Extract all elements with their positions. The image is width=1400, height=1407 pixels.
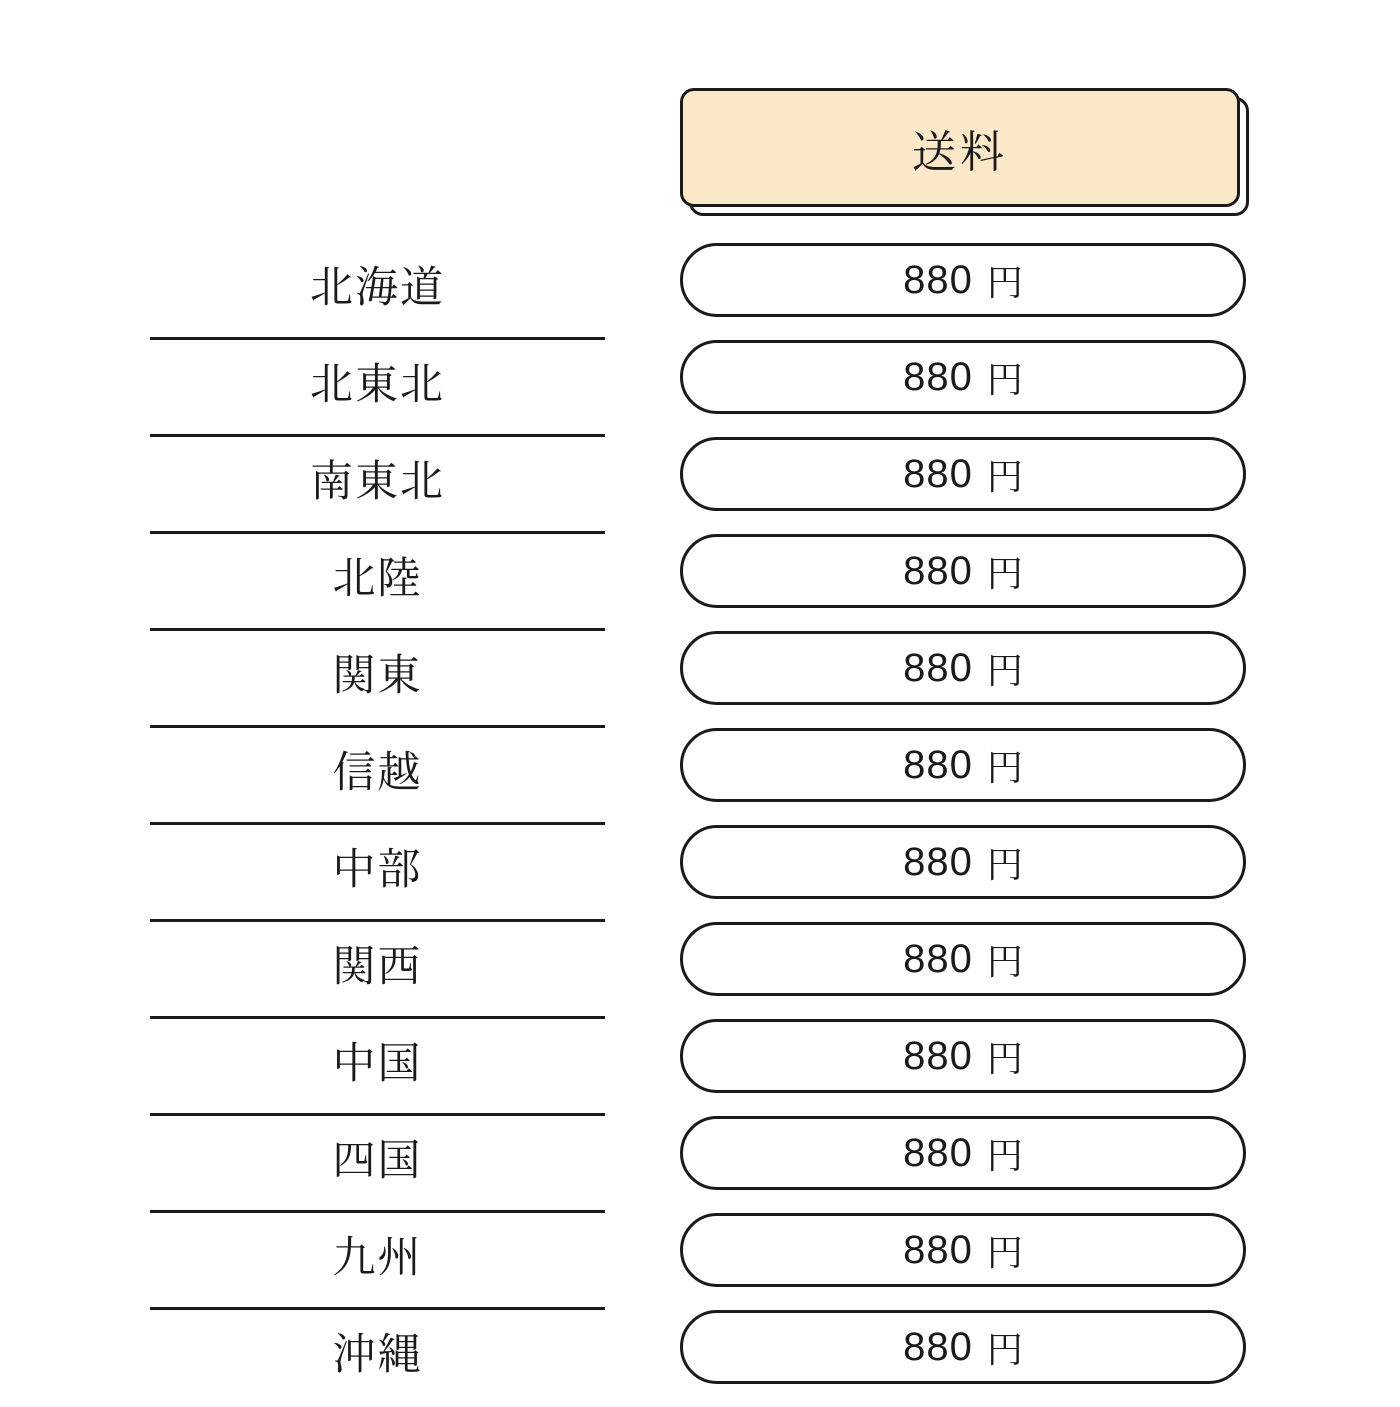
table-row [150, 1307, 605, 1404]
currency-unit: 円 [986, 358, 1023, 400]
price-amount: 880 [903, 645, 973, 690]
region-label: 北海道 [310, 264, 445, 312]
price-pill [680, 922, 1246, 996]
price-amount: 880 [903, 257, 973, 302]
table-row [150, 240, 605, 337]
table-row [150, 919, 605, 1016]
price-amount: 880 [903, 1227, 973, 1272]
table-row [150, 434, 605, 531]
currency-unit: 円 [986, 1328, 1023, 1370]
price-amount: 880 [903, 936, 973, 981]
price-pill [680, 1310, 1246, 1384]
region-label: 中国 [332, 1040, 423, 1088]
price-amount: 880 [903, 1130, 973, 1175]
price-pill [680, 728, 1246, 802]
currency-unit: 円 [986, 843, 1023, 885]
price-amount: 880 [903, 354, 973, 399]
currency-unit: 円 [986, 1231, 1023, 1273]
region-label: 北陸 [332, 555, 423, 603]
price-pill [680, 1019, 1246, 1093]
price-pill [680, 534, 1246, 608]
currency-unit: 円 [986, 1037, 1023, 1079]
price-pill [680, 243, 1246, 317]
region-label: 関西 [332, 943, 423, 991]
currency-unit: 円 [986, 552, 1023, 594]
price-amount: 880 [903, 839, 973, 884]
region-label: 沖縄 [332, 1331, 423, 1379]
price-list [680, 243, 1250, 1384]
table-row [150, 1210, 605, 1307]
region-label: 九州 [332, 1234, 423, 1282]
price-pill [680, 1213, 1246, 1287]
currency-unit: 円 [986, 940, 1023, 982]
table-row [150, 822, 605, 919]
price-amount: 880 [903, 1033, 973, 1078]
currency-unit: 円 [986, 1134, 1023, 1176]
region-label: 北東北 [310, 361, 445, 409]
price-pill [680, 340, 1246, 414]
price-pill [680, 437, 1246, 511]
currency-unit: 円 [986, 649, 1023, 691]
table-row [150, 531, 605, 628]
price-amount: 880 [903, 1324, 973, 1369]
table-row [150, 1113, 605, 1210]
region-column [150, 240, 605, 1404]
region-label: 関東 [332, 652, 423, 700]
price-pill [680, 825, 1246, 899]
shipping-header [680, 88, 1240, 216]
price-amount: 880 [903, 451, 973, 496]
region-label: 信越 [332, 749, 423, 797]
price-pill [680, 1116, 1246, 1190]
region-label: 中部 [332, 846, 423, 894]
header-chip-label: 送料 [912, 127, 1008, 177]
price-amount: 880 [903, 742, 973, 787]
table-row [150, 1016, 605, 1113]
currency-unit: 円 [986, 261, 1023, 303]
table-row [150, 725, 605, 822]
region-label: 四国 [332, 1137, 423, 1185]
price-pill [680, 631, 1246, 705]
table-row [150, 628, 605, 725]
header-chip [680, 88, 1240, 207]
region-label: 南東北 [310, 458, 445, 506]
price-amount: 880 [903, 548, 973, 593]
price-column [680, 88, 1250, 1407]
currency-unit: 円 [986, 455, 1023, 497]
currency-unit: 円 [986, 746, 1023, 788]
table-row [150, 337, 605, 434]
